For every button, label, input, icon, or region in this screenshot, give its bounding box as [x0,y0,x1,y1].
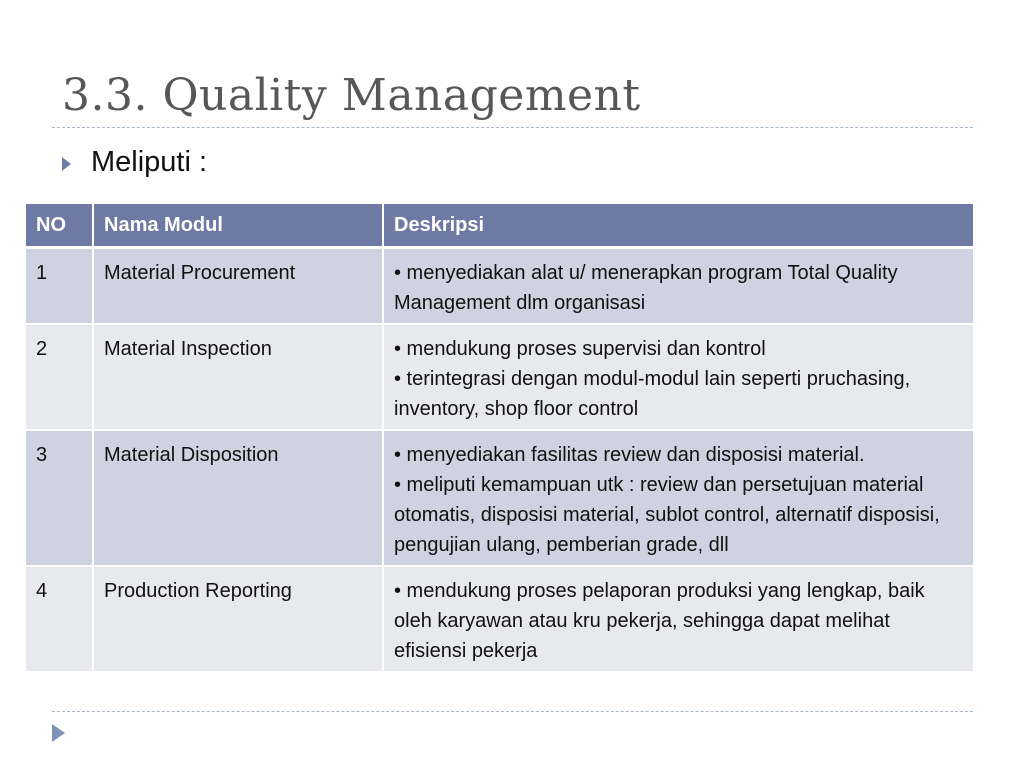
cell-description [383,324,973,430]
description-line: • menyediakan fasilitas review dan disposisi material. [394,444,865,466]
table-row [26,430,973,566]
table-row [26,566,973,672]
cell-no: 3 [26,430,93,566]
header-deskripsi: Deskripsi [383,204,973,248]
cell-module-name: Material Disposition [93,430,383,566]
cell-no: 1 [26,248,93,325]
cell-module-name: Material Inspection [93,324,383,430]
cell-description [383,566,973,672]
cell-no: 2 [26,324,93,430]
cell-module-name: Material Procurement [93,248,383,325]
next-slide-icon[interactable] [52,724,65,742]
cell-no: 4 [26,566,93,672]
table-header-row [26,204,973,248]
header-no: NO [26,204,93,248]
bullet-item [62,146,207,179]
description-line: • meliputi kemampuan utk : review dan persetujuan material otomatis, disposisi material, sublot control, alternatif disposisi, pengujian ulang, pemberian grade, dll [394,474,940,556]
description-line: • menyediakan alat u/ menerapkan program Total Quality Management dlm organisasi [394,262,898,314]
footer-divider [52,711,973,712]
table-row [26,248,973,325]
cell-description [383,248,973,325]
slide-title: 3.3. Quality Management [62,70,641,121]
description-line: • terintegrasi dengan modul-modul lain seperti pruchasing, inventory, shop floor control [394,368,911,420]
table-row [26,324,973,430]
description-line: • mendukung proses supervisi dan kontrol [394,338,766,360]
header-nama-modul: Nama Modul [93,204,383,248]
cell-description [383,430,973,566]
bullet-text: Meliputi : [91,146,208,178]
cell-module-name: Production Reporting [93,566,383,672]
triangle-right-icon [62,157,71,171]
description-line: • mendukung proses pelaporan produksi yang lengkap, baik oleh karyawan atau kru pekerja, sehingga dapat melihat efisiensi pekerja [394,580,925,662]
title-divider [52,127,973,128]
modules-table [26,204,973,673]
